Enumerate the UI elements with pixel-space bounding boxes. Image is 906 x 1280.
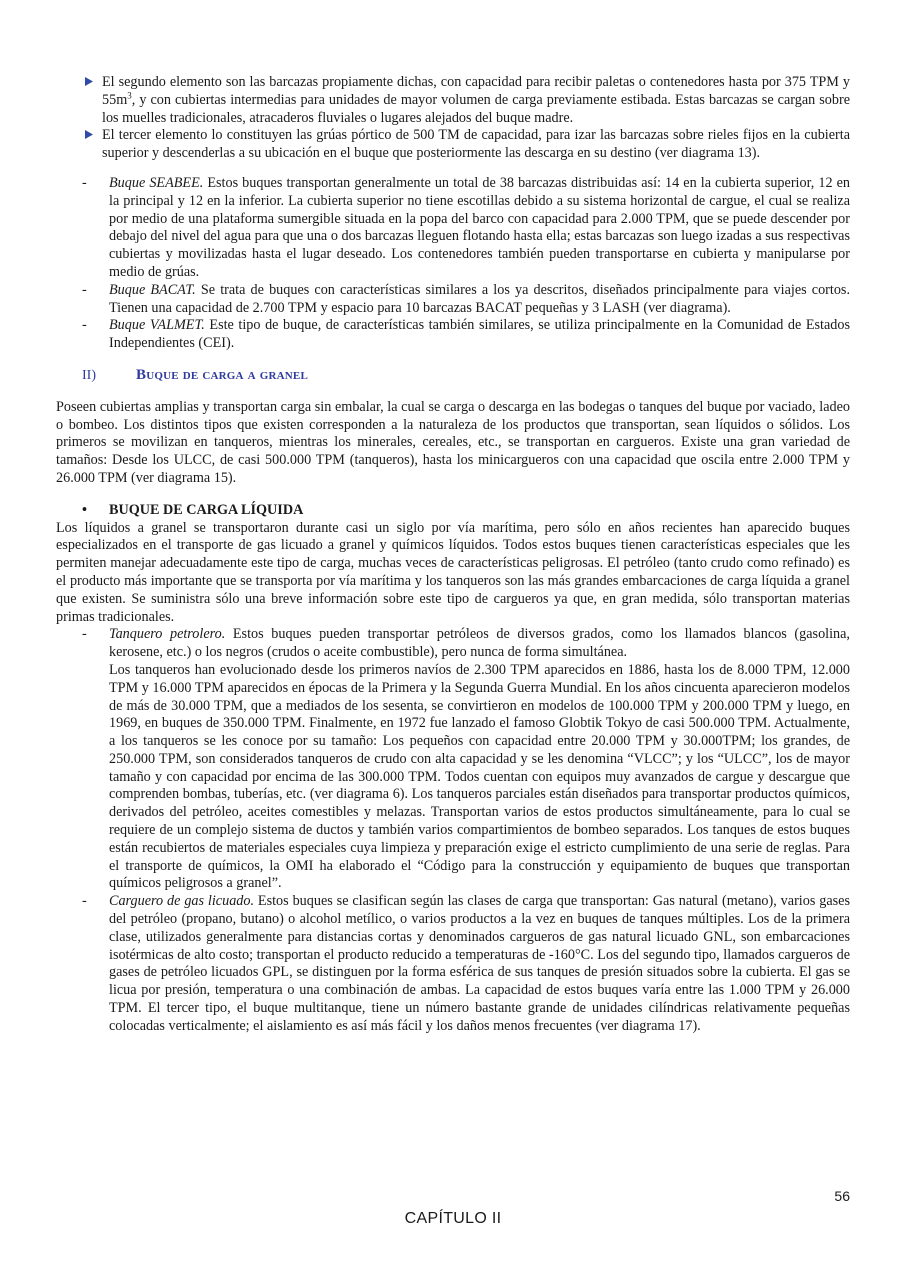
dash-list-item: [56, 282, 850, 318]
dash-marker: -: [82, 626, 87, 643]
arrow-list-item: [56, 127, 850, 163]
item-title: Buque BACAT.: [109, 281, 196, 298]
subsection-heading: [56, 502, 850, 520]
item-body: Este tipo de buque, de características también similares, se utiliza principalmente en la Comunidad de Estados Independientes (CEI).: [109, 317, 850, 352]
arrow-item-text-part: , y con cubiertas intermedias para unidades de mayor volumen de carga previamente estibada. Estas barcazas se cargan sobre los muelles tradicionales, atracaderos fluviales o lugares alejados del buque madre.: [102, 91, 850, 126]
item-title: Carguero de gas licuado.: [109, 893, 255, 910]
section-number: II): [82, 367, 96, 383]
item-body-continued: Los tanqueros han evolucionado desde los primeros navíos de 2.300 TPM aparecidos en 1886, hasta los de 8.000 TPM, 12.000 TPM y 16.000 TPM aparecidos en épocas de la Primera y la Segunda Guerra Mundial. En los años cincuenta aparecieron modelos de más de 30.000 TPM, que a mediados de los sesenta, se convirtieron en modelos de 100.000 TPM y 200.000 TPM y luego, en 1969, en buques de 350.000 TPM. Finalmente, en 1972 fue lanzado el famoso Globtik Tokyo de casi 500.000 TPM. Actualmente, a los tanqueros se les conoce por su tamaño: Los pequeños con capacidad entre 20.000 TPM y 30.000TPM; los grandes, de 250.000 TPM, son considerados tanqueros de crudo con alta capacidad y se les denomina “VLCC”; y los “ULCC”, los de mayor tamaño y con capacidad por encima de las 300.000 TPM. Todos cuentan con equipos muy avanzados de cargue y descargue que comprenden bombas, tuberías, etc. (ver diagrama 6). Los tanqueros parciales están diseñados para transportar productos químicos, derivados del petróleo, aceites comestibles y melazas. Transportan varios de estos productos simultáneamente, para lo cual se requiere de un complejo sistema de ductos y también varios compartimientos de bombeo separados. Los tanques de estos buques están recubiertos de materiales especiales cuya limpieza y preparación exige el estricto cumplimiento de una serie de reglas. Para el transporte de químicos, la OMI ha elaborado el “Código para la construcción y equipamiento de buques que transportan químicos peligrosos a granel”.: [109, 661, 850, 892]
arrow-item-text: [102, 74, 850, 127]
dash-list-item: [56, 626, 850, 893]
arrow-item-text-part: El tercer elemento lo constituyen las grúas pórtico de 500 TM de capacidad, para izar las barcazas sobre rieles fijos en la cubierta superior y descenderlas a su ubicación en el buque que posteriormente las descarga en su destino (ver diagrama 13).: [102, 127, 850, 162]
dash-item-text: [109, 626, 850, 893]
arrow-bullet-icon: [84, 74, 102, 127]
section-intro-paragraph: Poseen cubiertas amplias y transportan carga sin embalar, la cual se carga o descarga en las bodegas o tanques del buque por vaciado, ladeo o bombeo. Los distintos tipos que existen corresponden a la naturaleza de los productos que transportan, sean líquidos o sólidos. Los primeros se movilizan en tanqueros, mientras los minerales, cereales, etc., se transportan en cargueros. Existe una gran variedad de tamaños: Desde los ULCC, de casi 500.000 TPM (tanqueros), hasta los minicargueros con una capacidad que oscila entre 2.000 TPM y 26.000 TPM (ver diagrama 15).: [56, 398, 850, 486]
subsection-intro-paragraph: Los líquidos a granel se transportaron durante casi un siglo por vía marítima, pero sólo en años recientes han aparecido buques especializados en el transporte de gas licuado a granel y químicos líquidos. Todos estos buques tienen características especiales que les permiten manejar adecuadamente este tipo de carga, muchas veces de características peligrosas. El petróleo (tanto crudo como refinado) es el producto más importante que se transporta por vía marítima y los tanqueros son las más grandes embarcaciones de carga líquida a granel que existen. Se suministra sólo una breve información sobre este tipo de cargueros ya que, en gran medida, sólo transportan materias primas tradicionales.: [56, 519, 850, 625]
bullet-dot-icon: •: [82, 501, 87, 518]
item-body: Estos buques se clasifican según las clases de carga que transportan: Gas natural (metano), varios gases del petróleo (propano, butano) o alcohol metílico, o varios productos a la vez en buques de tanques múltiples. Los de la primera clase, utilizados generalmente para distancias cortas y denominados cargueros de gas natural licuado GNL, son embarcaciones isotérmicas de alto costo; transportan el producto reducido a temperaturas de -160°C. Los del segundo tipo, llamados cargueros de gases de petróleo licuados GPL, se distinguen por la forma esférica de sus tanques de presión situados sobre la cubierta. El gas se licua por presión, temperatura o una combinación de ambas. La capacidad de estos buques varía entre las 1.000 TPM y 26.000 TPM. El tercer tipo, el buque multitanque, tiene un número bastante grande de unidades cilíndricas relativamente pequeñas colocadas verticalmente; el aislamiento es así más fácil y los daños menos frecuentes (ver diagrama 17).: [109, 893, 850, 1034]
arrow-item-text-part: El segundo elemento son las barcazas propiamente dichas, con capacidad para recibir paletas o contenedores hasta por 375 TPM y 55m: [102, 74, 850, 108]
dash-item-text: [109, 175, 850, 282]
dash-marker: -: [82, 893, 87, 910]
item-title: Tanquero petrolero.: [109, 626, 226, 643]
item-body: Se trata de buques con características similares a los ya descritos, diseñados principalmente para viajes cortos. Tienen una capacidad de 2.700 TPM y espacio para 10 barcazas BACAT pequeñas y 3 LASH (ver diagrama).: [109, 281, 850, 316]
dash-item-text: [109, 893, 850, 1035]
dash-item-text: [109, 282, 850, 318]
dash-list-item: [56, 175, 850, 282]
page-number: 56: [834, 1188, 850, 1204]
subsection-title: BUQUE DE CARGA LÍQUIDA: [109, 501, 304, 518]
dash-marker: -: [82, 317, 87, 334]
dash-marker: -: [82, 281, 87, 298]
dash-list-item: [56, 893, 850, 1035]
section-heading: [82, 367, 850, 385]
item-body: Estos buques pueden transportar petróleos de diversos grados, como los llamados blancos (gasolina, kerosene, etc.) o los negros (crudos o aceite combustible), pero nunca de forma simultánea.: [109, 626, 850, 661]
item-title: Buque SEABEE.: [109, 174, 204, 191]
item-body: Estos buques transportan generalmente un total de 38 barcazas distribuidas así: 14 en la cubierta superior, 12 en la principal y 12 en la inferior. La cubierta superior no tiene escotillas debido a su sistema horizontal de cargue, el cual se realiza por medio de una plataforma sumergible situada en la popa del barco con capacidad para 2.000 TPM, que se puede descender por debajo del nivel del agua para que una o dos barcazas lleguen flotando hasta ella; estas barcazas son luego izadas a sus respectivas cubiertas y movilizadas hasta el lugar deseado. Los contenedores también pueden transportarse en cubierta y manipularse por medio de grúas.: [109, 174, 851, 280]
arrow-bullet-icon: [84, 127, 102, 163]
superscript: 3: [127, 90, 132, 101]
item-title: Buque VALMET.: [109, 317, 205, 334]
section-title: Buque de carga a granel: [136, 366, 309, 383]
arrow-list-item: [56, 74, 850, 127]
dash-item-text: [109, 317, 850, 353]
dash-marker: -: [82, 174, 87, 191]
arrow-item-text: [102, 127, 850, 163]
dash-list-item: [56, 317, 850, 353]
document-page: [56, 74, 850, 1036]
chapter-footer: CAPÍTULO II: [404, 1210, 502, 1227]
